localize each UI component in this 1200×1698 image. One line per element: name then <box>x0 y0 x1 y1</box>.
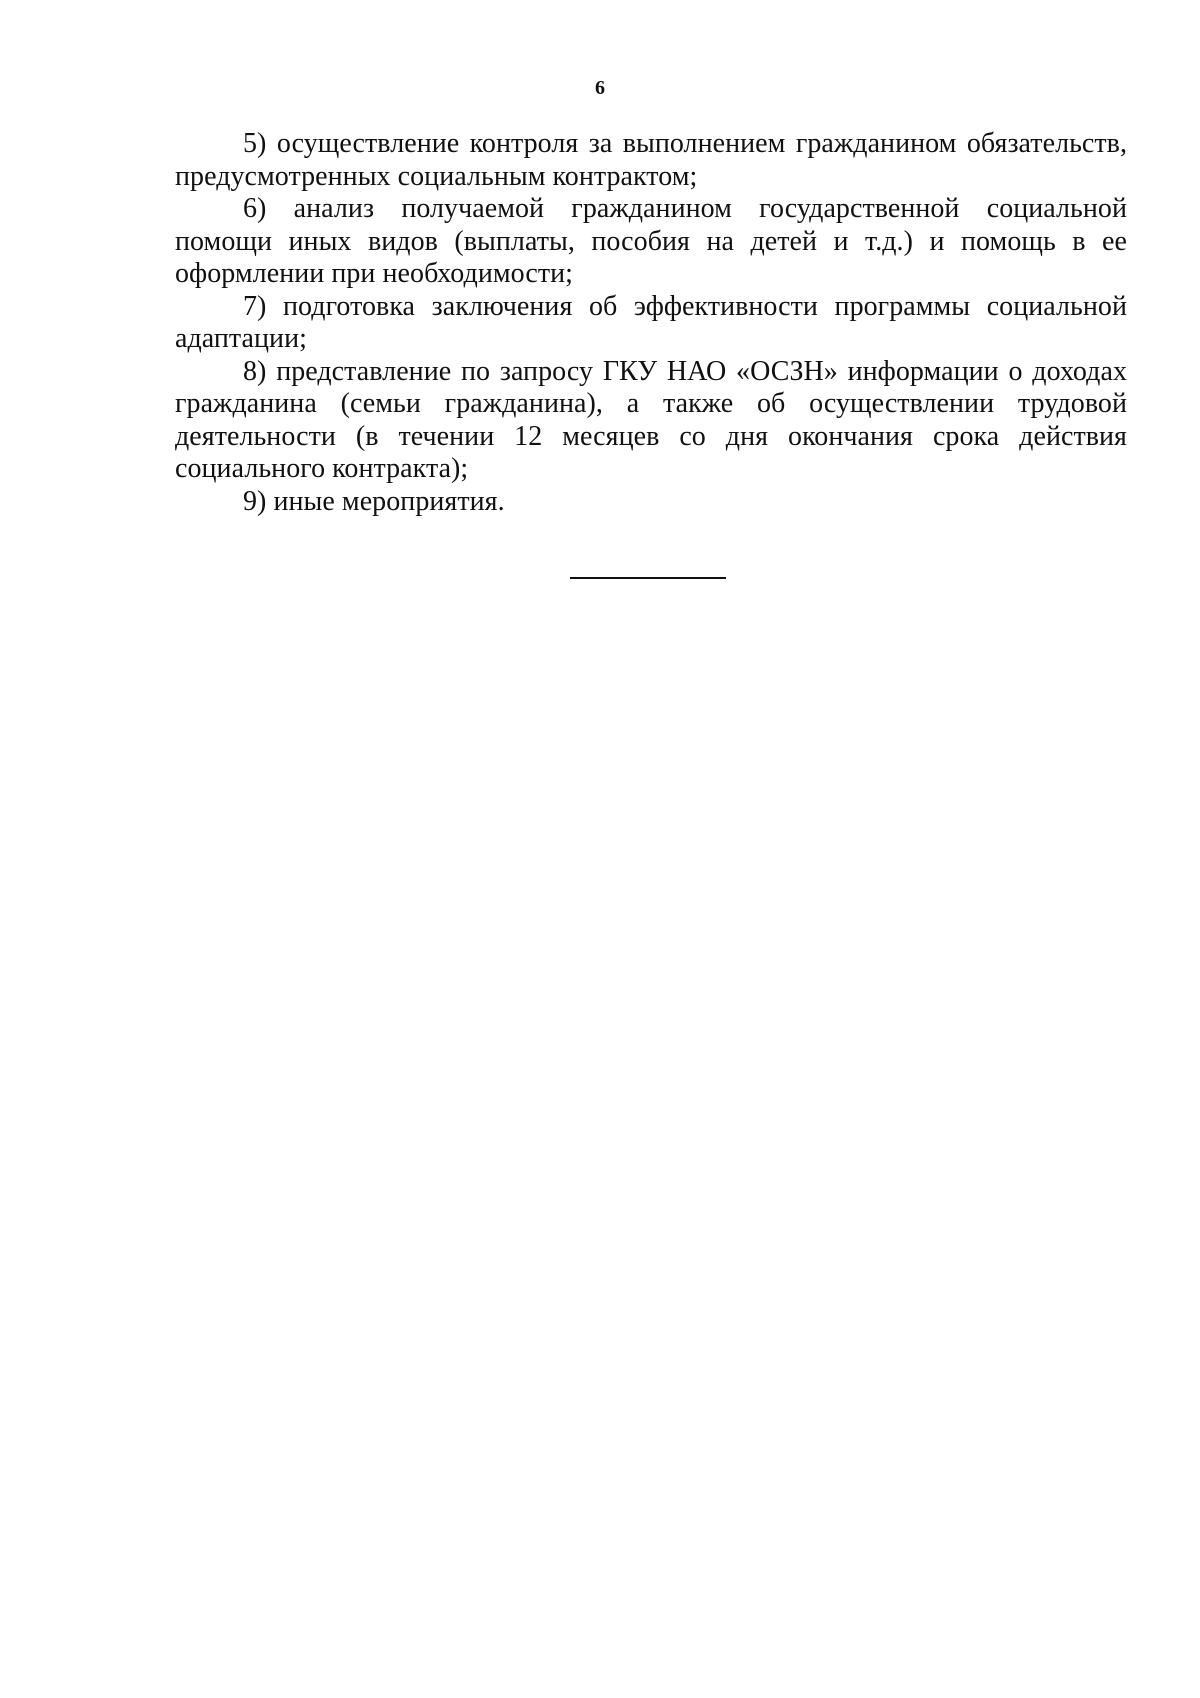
page-number: 6 <box>595 77 605 99</box>
list-item-9: 9) иные мероприятия. <box>243 485 505 517</box>
list-item-8: 8) представление по запросу ГКУ НАО «ОСЗН» информации о доходах гражданина (семьи гражданина), а также об осуществлении трудовой деятельности (в течении 12 месяцев со дня окончания срока действия социального контракта); <box>175 355 1127 484</box>
document-body <box>175 128 1127 518</box>
list-item-6: 6) анализ получаемой гражданином государственной социальной помощи иных видов (выплаты, пособия на детей и т.д.) и помощь в ее оформлении при необходимости; <box>175 193 1127 289</box>
end-divider <box>570 577 726 579</box>
list-item-7: 7) подготовка заключения об эффективности программы социальной адаптации; <box>175 290 1127 354</box>
list-item-5: 5) осуществление контроля за выполнением гражданином обязательств, предусмотренных социальным контрактом; <box>175 128 1127 192</box>
